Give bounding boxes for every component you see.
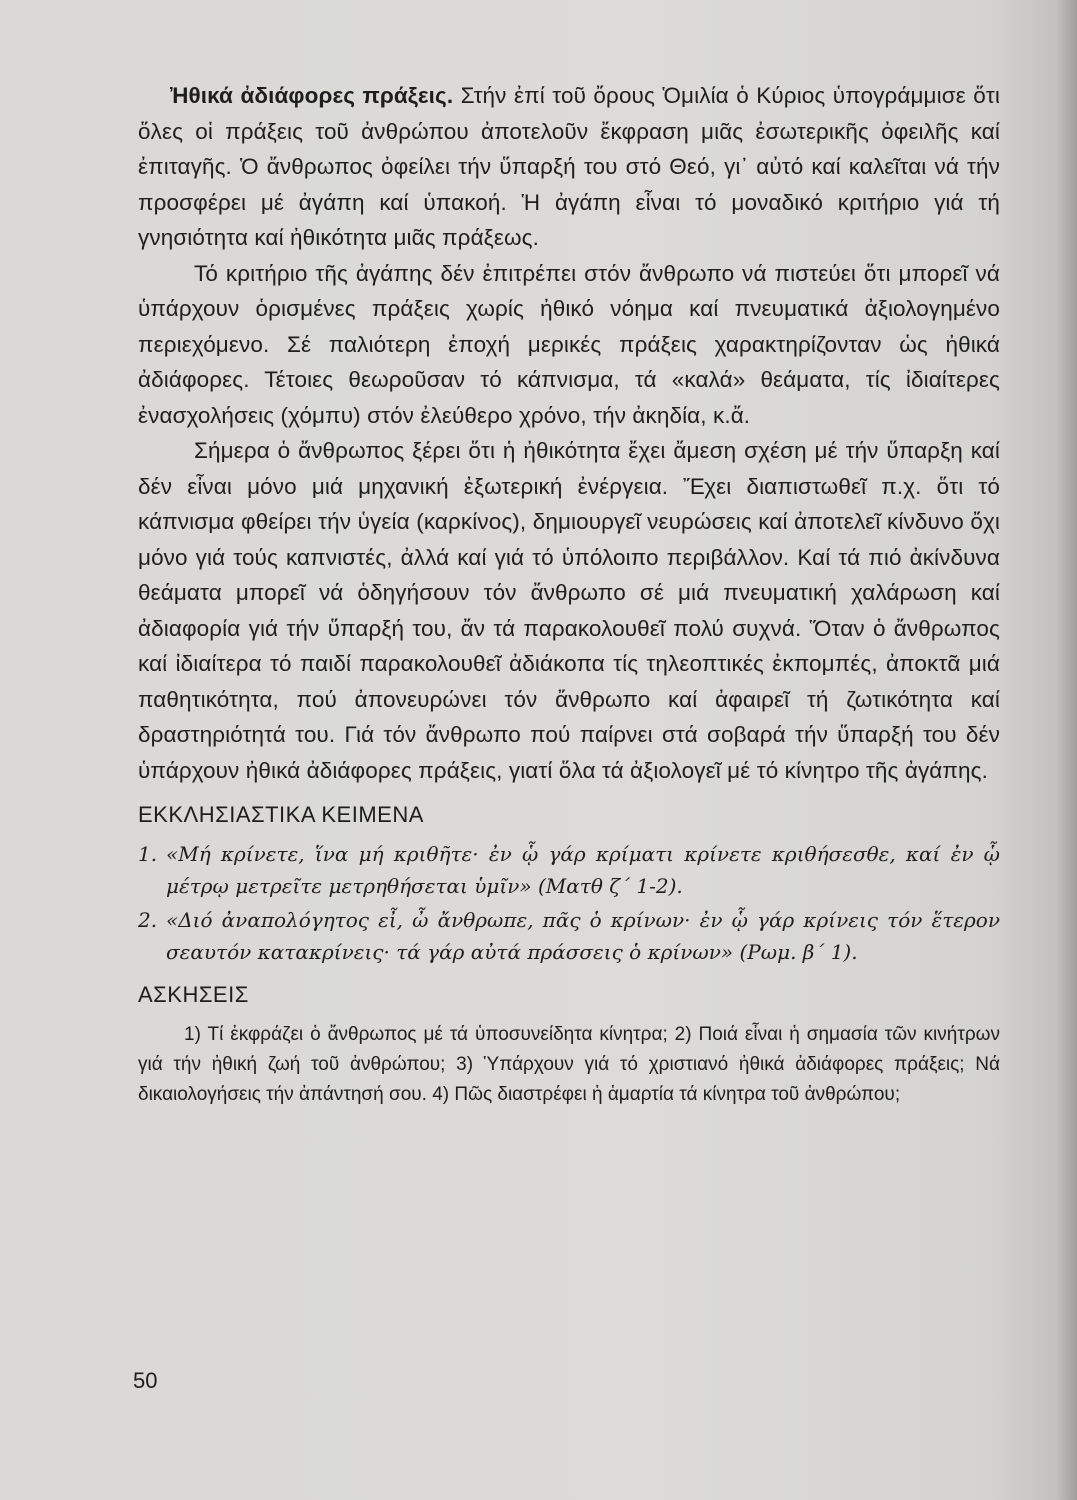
paragraph-moral-indifferent-acts [138,78,1000,256]
list-item-quote: «Διό ἀναπολόγητος εἶ, ὦ ἄνθρωπε, πᾶς ὁ κρίνων· ἐν ᾧ γάρ κρίνεις τόν ἕτερον σεαυτόν κατακρίνεις· τά γάρ αὐτά πράσσεις ὁ κρίνων» (Ρωμ. β΄ 1). [166,908,1000,964]
section-run-in-title: Ἠθικά ἀδιάφορες πράξεις. [170,83,454,108]
paragraph-1-text: Στήν ἐπί τοῦ ὄρους Ὁμιλία ὁ Κύριος ὑπογράμμισε ὅτι ὅλες οἱ πράξεις τοῦ ἀνθρώπου ἀποτελοῦν ἔκφραση μιᾶς ἐσωτερικῆς ὀφειλῆς καί ἐπιταγῆς. Ὁ ἄνθρωπος ὀφείλει τήν ὕπαρξή του στό Θεό, γι᾽ αὐτό καί καλεῖται νά τήν προσφέρει μέ ἀγάπη καί ὑπακοή. Ἡ ἀγάπη εἶναι τό μοναδικό κριτήριο γιά τή γνησιότητα καί ἠθικότητα μιᾶς πράξεως. [138,83,1000,250]
paragraph-2: Τό κριτήριο τῆς ἀγάπης δέν ἐπιτρέπει στόν ἄνθρωπο νά πιστεύει ὅτι μπορεῖ νά ὑπάρχουν ὁρισμένες πράξεις χωρίς ἠθικό νόημα καί πνευματικά ἀξιολογημένο περιεχόμενο. Σέ παλιότερη ἐποχή μερικές πράξεις χαρακτηρίζονταν ὡς ἠθικά ἀδιάφορες. Τέτοιες θεωροῦσαν τό κάπνισμα, τά «καλά» θεάματα, τίς ἰδιαίτερες ἐνασχολήσεις (χόμπυ) στόν ἐλεύθερο χρόνο, τήν ἀκηδία, κ.ἄ. [138,260,1000,428]
paragraph-3: Σήμερα ὁ ἄνθρωπος ξέρει ὅτι ἡ ἠθικότητα ἔχει ἄμεση σχέση μέ τήν ὕπαρξη καί δέν εἶναι μόνο μιά μηχανική ἐξωτερική ἐνέργεια. Ἔχει διαπιστωθεῖ π.χ. ὅτι τό κάπνισμα φθείρει τήν ὑγεία (καρκίνος), δημιουργεῖ νευρώσεις καί ἀποτελεῖ κίνδυνο ὄχι μόνο γιά τούς καπνιστές, ἀλλά καί γιά τό ὑπόλοιπο περιβάλλον. Καί τά πιό ἀκίνδυνα θεάματα μπορεῖ νά ὁδηγήσουν τόν ἄνθρωπο σέ μιά πνευματική χαλάρωση καί ἀδιαφορία γιά τήν ὕπαρξή του, ἄν τά παρακολουθεῖ πολύ συχνά. Ὅταν ὁ ἄνθρωπος καί ἰδιαίτερα τό παιδί παρακολουθεῖ ἀδιάκοπα τίς τηλεοπτικές ἐκπομπές, ἀποκτᾶ μιά παθητικότητα, πού ἀπονευρώνει τόν ἄνθρωπο καί ἀφαιρεῖ τή ζωτικότητα καί δραστηριότητά του. Γιά τόν ἄνθρωπο πού παίρνει στά σοβαρά τήν ὕπαρξή του δέν ὑπάρχουν ἠθικά ἀδιάφορες πράξεις, γιατί ὅλα τά ἀξιολογεῖ μέ τό κίνητρο τῆς ἀγάπης. [138,438,1000,783]
church-texts-list [138,838,1000,968]
exercises-heading: ΑΣΚΗΣΕΙΣ [138,982,249,1007]
list-item [138,904,1000,968]
main-text-block [138,78,1000,1110]
church-texts-heading: ΕΚΚΛΗΣΙΑΣΤΙΚΑ ΚΕΙΜΕΝΑ [138,802,424,827]
list-item-quote: «Μή κρίνετε, ἵνα μή κριθῆτε· ἐν ᾧ γάρ κρίματι κρίνετε κριθήσεσθε, καί ἐν ᾧ μέτρῳ μετρεῖτε μετρηθήσεται ὑμῖν» (Ματθ ζ΄ 1-2). [166,842,1000,898]
page-edge-shadow [1055,0,1077,1500]
list-item [138,838,1000,902]
list-item-number: 1. [138,842,158,866]
list-item-number: 2. [138,908,158,932]
exercises-text: 1) Τί ἐκφράζει ὁ ἄνθρωπος μέ τά ὑποσυνείδητα κίνητρα; 2) Ποιά εἶναι ἡ σημασία τῶν κινήτρων γιά τήν ἠθική ζωή τοῦ ἀνθρώπου; 3) Ὑπάρχουν γιά τό χριστιανό ἠθικά ἀδιάφορες πράξεις; Νά δικαιολογήσεις τήν ἀπάντησή σου. 4) Πῶς διαστρέφει ἡ ἁμαρτία τά κίνητρα τοῦ ἀνθρώπου; [138,1024,1000,1105]
page-number: 50 [133,1368,158,1393]
